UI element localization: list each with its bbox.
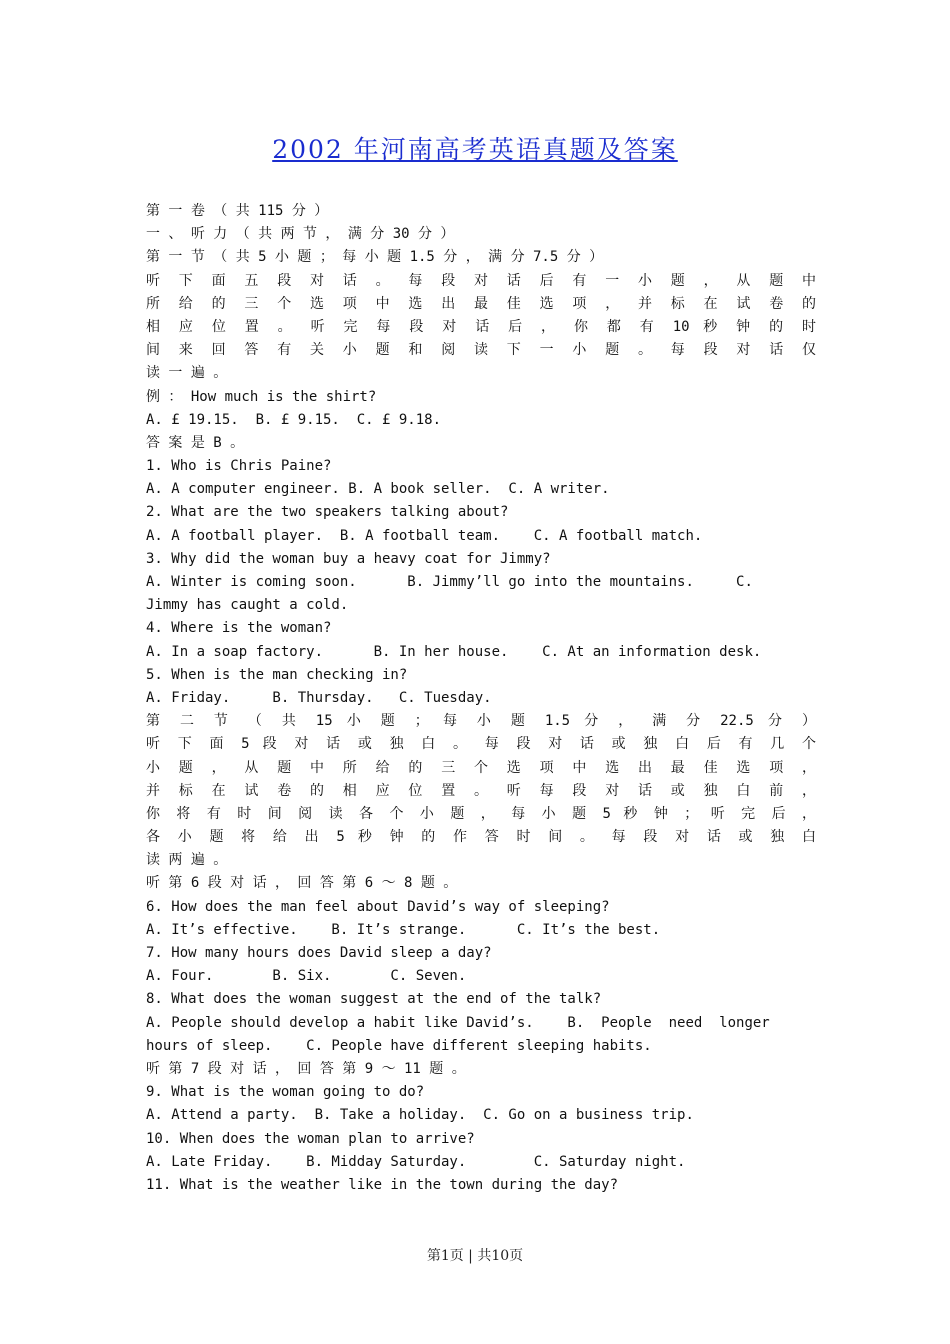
text-line: 第 一 卷 （ 共 115 分 ） xyxy=(146,203,329,219)
text-line: 例 ： How much is the shirt? xyxy=(146,388,377,405)
text-line: 所 给 的 三 个 选 项 中 选 出 最 佳 选 项 ， 并 标 在 试 卷 的 xyxy=(146,295,816,312)
text-line: 听 第 6 段 对 话 ， 回 答 第 6 ～ 8 题 。 xyxy=(146,875,458,892)
text-line: A. Attend a party. B. Take a holiday. C. Go on a business trip. xyxy=(146,1107,694,1124)
text-line: 10. When does the woman plan to arrive? xyxy=(146,1130,475,1147)
text-line: 1. Who is Chris Paine? xyxy=(146,458,332,475)
text-line: 读 两 遍 。 xyxy=(146,852,228,869)
text-line: A. It’s effective. B. It’s strange. C. It’s the best. xyxy=(146,921,661,938)
text-line: 第 二 节 （ 共 15 小 题 ； 每 小 题 1.5 分 ， 满 分 22.5 分 ） xyxy=(146,713,816,730)
text-line: A. People should develop a habit like David’s. B. People need longer xyxy=(146,1014,770,1031)
text-line: 9. What is the woman going to do? xyxy=(146,1084,425,1101)
text-line: A. Friday. B. Thursday. C. Tuesday. xyxy=(146,689,492,706)
text-line: 2. What are the two speakers talking about? xyxy=(146,504,509,521)
text-line: 8. What does the woman suggest at the end of the talk? xyxy=(146,991,602,1008)
text-line: A. Winter is coming soon. B. Jimmy’ll go into the mountains. C. xyxy=(146,574,753,590)
text-line: A. Four. B. Six. C. Seven. xyxy=(146,968,467,985)
text-line: 小 题 ， 从 题 中 所 给 的 三 个 选 项 中 选 出 最 佳 选 项 ， xyxy=(146,759,816,776)
text-line: 听 下 面 5 段 对 话 或 独 白 。 每 段 对 话 或 独 白 后 有 几 个 xyxy=(146,736,816,753)
text-line: 你 将 有 时 间 阅 读 各 个 小 题 ， 每 小 题 5 秒 钟 ； 听 完 后 ， xyxy=(146,805,816,822)
text-line: 6. How does the man feel about David’s way of sleeping? xyxy=(146,898,610,915)
text-line: A. In a soap factory. B. In her house. C. At an information desk. xyxy=(146,643,762,660)
text-line: 听 第 7 段 对 话 ， 回 答 第 9 ～ 11 题 。 xyxy=(146,1060,466,1077)
page-footer: 第1页 | 共10页 xyxy=(426,1248,524,1264)
title-link[interactable]: 2002 年河南高考英语真题及答案 xyxy=(272,135,678,164)
text-line: Jimmy has caught a cold. xyxy=(146,597,349,614)
text-line: 并 标 在 试 卷 的 相 应 位 置 。 听 每 段 对 话 或 独 白 前 ， xyxy=(146,782,816,799)
text-line: 7. How many hours does David sleep a day? xyxy=(146,945,492,961)
text-line: 11. What is the weather like in the town during the day? xyxy=(146,1176,619,1193)
text-line: hours of sleep. C. People have different sleeping habits. xyxy=(146,1037,652,1054)
document-body xyxy=(146,200,816,1197)
text-line: A. Late Friday. B. Midday Saturday. C. Saturday night. xyxy=(146,1153,686,1170)
text-line: 听 下 面 五 段 对 话 。 每 段 对 话 后 有 一 小 题 ， 从 题 中 xyxy=(146,272,816,289)
text-line: A. £ 19.15. B. £ 9.15. C. £ 9.18. xyxy=(146,411,442,428)
text-line: 读 一 遍 。 xyxy=(146,365,228,382)
text-line: 相 应 位 置 。 听 完 每 段 对 话 后 ， 你 都 有 10 秒 钟 的 时 xyxy=(146,318,816,335)
text-line: A. A computer engineer. B. A book seller. C. A writer. xyxy=(146,481,610,498)
text-line: 4. Where is the woman? xyxy=(146,620,332,637)
document-title[interactable] xyxy=(0,130,950,166)
text-line: 3. Why did the woman buy a heavy coat for Jimmy? xyxy=(146,550,551,567)
text-line: A. A football player. B. A football team. C. A football match. xyxy=(146,527,703,544)
text-line: 间 来 回 答 有 关 小 题 和 阅 读 下 一 小 题 。 每 段 对 话 仅 xyxy=(146,342,816,359)
text-line: 一 、 听 力 （ 共 两 节 ， 满 分 30 分 ） xyxy=(146,226,455,243)
text-line: 各 小 题 将 给 出 5 秒 钟 的 作 答 时 间 。 每 段 对 话 或 独 白 xyxy=(146,829,816,846)
text-line: 5. When is the man checking in? xyxy=(146,666,408,683)
text-line: 答 案 是 B 。 xyxy=(146,434,245,451)
text-line: 第 一 节 （ 共 5 小 题 ； 每 小 题 1.5 分 ， 满 分 7.5 分 ） xyxy=(146,249,604,266)
